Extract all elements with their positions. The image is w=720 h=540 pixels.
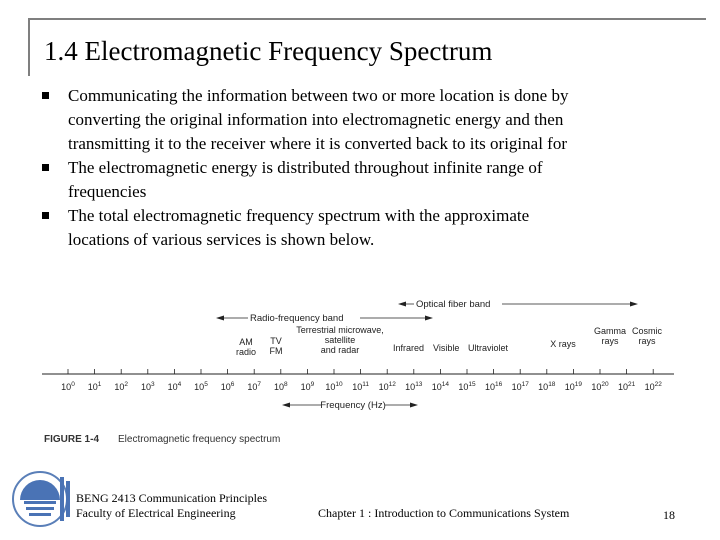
- optical-band-label: Optical fiber band: [416, 299, 491, 310]
- bullet-square-icon: [42, 92, 49, 99]
- figure-number: FIGURE 1-4: [44, 434, 100, 445]
- footer-course: BENG 2413 Communication Principles: [76, 491, 267, 505]
- tick-label: $10^2$: [114, 381, 129, 392]
- tick-label: $10^1$: [87, 381, 102, 392]
- tick-label: $10^9$: [300, 381, 315, 392]
- radar-label: and radar: [320, 345, 360, 355]
- tick-label: $10^{16}$: [484, 381, 503, 392]
- bullet-square-icon: [42, 164, 49, 171]
- tick-label: $10^4$: [167, 381, 182, 392]
- bullet-item: The electromagnetic energy is distributed throughout infinite range of frequencies: [40, 156, 680, 204]
- figure-caption: Electromagnetic frequency spectrum: [118, 434, 281, 445]
- cosmic-label: rays: [638, 336, 656, 346]
- arrowhead-icon: [630, 302, 638, 307]
- microwave-label: Terrestrial microwave,: [296, 325, 384, 335]
- tick-label: $10^5$: [194, 381, 208, 392]
- tick-label: $10^{10}$: [325, 381, 343, 392]
- spectrum-figure: [34, 292, 684, 452]
- tick-label: $10^6$: [220, 381, 235, 392]
- frequency-ticks: [61, 369, 662, 392]
- tick-label: $10^0$: [61, 381, 75, 392]
- tick-label: $10^{18}$: [538, 381, 556, 392]
- tick-label: $10^{20}$: [591, 381, 609, 392]
- bullet-item: Communicating the information between two or more location is done by converting the original information into electromagnetic energy and then transmitting it to the receiver where it is converted back to its original for: [40, 84, 680, 156]
- ultraviolet-label: Ultraviolet: [468, 343, 509, 353]
- tick-label: $10^{13}$: [405, 381, 423, 392]
- radio-band-label: Radio-frequency band: [250, 313, 344, 324]
- tick-label: $10^{14}$: [431, 381, 450, 392]
- arrowhead-icon: [398, 302, 406, 307]
- arrowhead-icon: [216, 316, 224, 321]
- tick-label: $10^{11}$: [352, 381, 369, 392]
- page-number: 18: [663, 508, 675, 522]
- bullet-list: [40, 84, 680, 252]
- axis-label: Frequency (Hz): [320, 400, 386, 411]
- tick-label: $10^{19}$: [564, 381, 583, 392]
- visible-label: Visible: [433, 343, 460, 353]
- arrowhead-icon: [410, 403, 418, 408]
- arrowhead-icon: [425, 316, 433, 321]
- bullet-item: The total electromagnetic frequency spectrum with the approximate locations of various services is shown below.: [40, 204, 680, 252]
- infrared-label: Infrared: [393, 343, 425, 353]
- am-label: AM: [239, 337, 253, 347]
- tick-label: $10^{22}$: [644, 381, 662, 392]
- gamma-label: Gamma: [593, 326, 627, 336]
- footer-faculty: Faculty of Electrical Engineering: [76, 506, 236, 520]
- tick-label: $10^{21}$: [617, 381, 636, 392]
- fm-label: FM: [269, 346, 283, 356]
- satellite-label: satellite: [324, 335, 356, 345]
- cosmic-label: Cosmic: [631, 326, 663, 336]
- tick-label: $10^8$: [273, 381, 288, 392]
- tv-label: TV: [270, 336, 282, 346]
- gamma-label: rays: [601, 336, 619, 346]
- tick-label: $10^3$: [140, 381, 155, 392]
- slide-title: 1.4 Electromagnetic Frequency Spectrum: [44, 36, 493, 66]
- tick-label: $10^{17}$: [511, 381, 529, 392]
- xrays-label: X rays: [550, 339, 576, 349]
- tick-label: $10^7$: [247, 381, 262, 392]
- am-label: radio: [235, 347, 257, 357]
- footer-chapter: Chapter 1 : Introduction to Communications System: [318, 506, 570, 520]
- tick-label: $10^{12}$: [378, 381, 396, 392]
- bullet-square-icon: [42, 212, 49, 219]
- university-logo-icon: [10, 467, 78, 529]
- tick-label: $10^{15}$: [458, 381, 476, 392]
- arrowhead-icon: [282, 403, 290, 408]
